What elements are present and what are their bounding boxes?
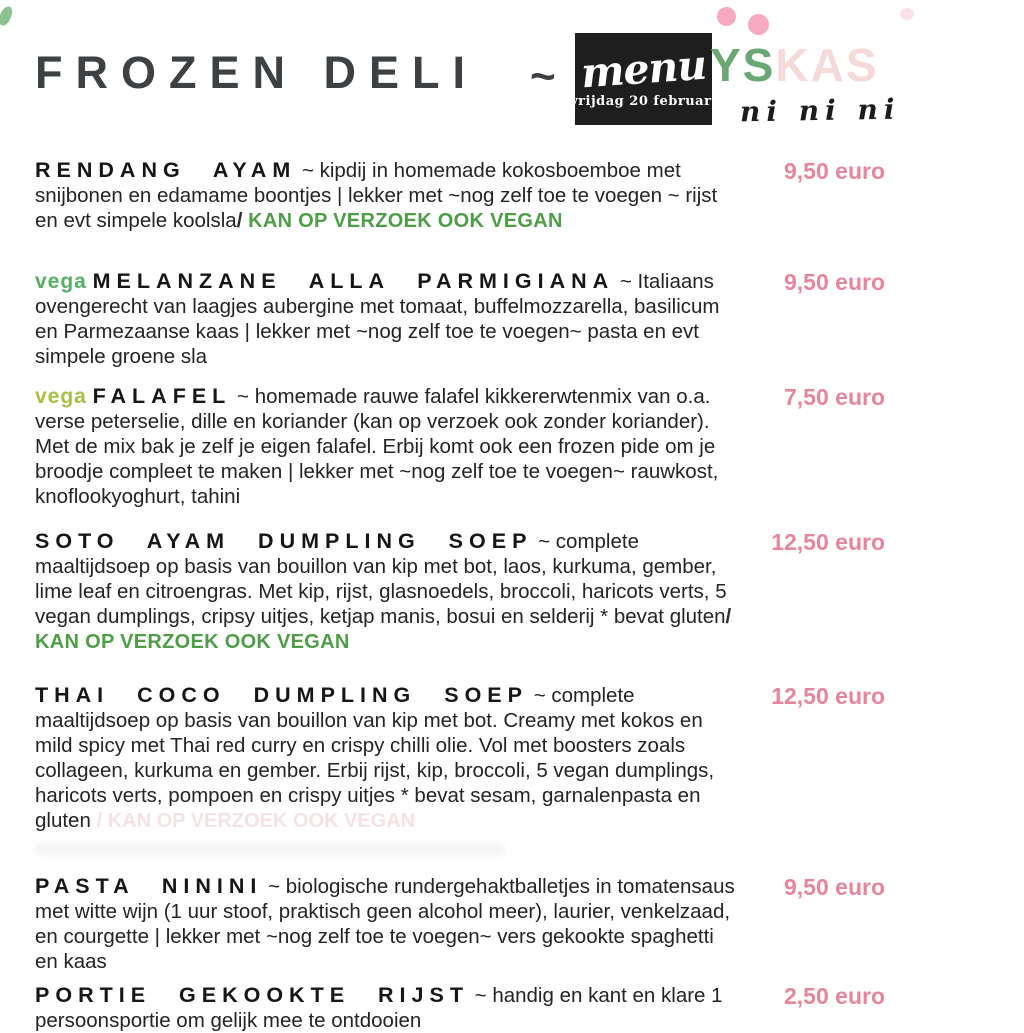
page-title: FROZEN DELI (35, 47, 478, 98)
item-title: RENDANG AYAM (35, 158, 297, 182)
logo-dot-icon (748, 14, 769, 35)
item-description: ~ complete maaltijdsoep op basis van bouillon van kip met bot. Creamy met kokos en mild spicy met Thai red curry en crispy chilli olie. Vol met boosters zoals collageen, kurkuma en gember. Erbij rijst, kip, broccoli, 5 vegan dumplings, haricots verts, pompoen en crispy uitjes * bevat sesam, garnalenpasta en gluten (35, 684, 715, 832)
menu-item-thai-coco (35, 683, 1024, 834)
item-title: PASTA NININI (35, 874, 263, 898)
item-price: 2,50 euro (784, 983, 885, 1009)
item-text (35, 874, 735, 974)
item-price: 9,50 euro (784, 158, 885, 184)
menu-badge (570, 33, 717, 125)
menu-item-rendang-ayam (35, 158, 1024, 234)
vegan-note: KAN OP VERZOEK OOK VEGAN (248, 210, 563, 232)
brand-handwriting: ni ni ni (739, 92, 901, 129)
vega-badge: vega (35, 385, 87, 408)
note-slash: / (725, 605, 732, 628)
item-description: ~ Italiaans ovengerecht van laagjes aubergine met tomaat, buffelmozzarella, basilicum en Parmezaanse kaas | lekker met ~nog zelf toe te voegen~ pasta en evt simpele groene sla (35, 270, 720, 368)
item-title: FALAFEL (92, 384, 232, 408)
item-title: THAI COCO DUMPLING SOEP (35, 683, 528, 707)
menu-item-pasta-ninini (35, 874, 1024, 974)
item-price: 12,50 euro (771, 529, 885, 555)
item-description: ~ biologische rundergehaktballetjes in tomatensaus met witte wijn (1 uur stoof, praktisch geen alcohol meer), laurier, venkelzaad, en courgette | lekker met ~nog zelf toe te voegen~ vers gekookte spaghetti en kaas (35, 875, 735, 973)
item-text (35, 529, 735, 655)
item-price: 7,50 euro (784, 384, 885, 410)
menu-badge-date: vrijdag 20 februari (570, 94, 717, 109)
vegan-note: KAN OP VERZOEK OOK VEGAN (35, 631, 350, 653)
note-slash: / (236, 209, 243, 232)
item-title: MELANZANE ALLA PARMIGIANA (92, 269, 615, 293)
item-text (35, 983, 735, 1033)
menu-item-falafel (35, 384, 1024, 509)
logo-dot-icon (900, 8, 914, 20)
brand-logo (710, 38, 879, 92)
item-description: ~ handig en kant en klare 1 persoonsportie om gelijk mee te ontdooien (35, 984, 723, 1032)
item-price: 12,50 euro (771, 683, 885, 709)
menu-item-melanzane (35, 269, 1024, 369)
item-text (35, 683, 735, 834)
brand-logo-kas: KAS (775, 39, 879, 91)
item-price: 9,50 euro (784, 874, 885, 900)
item-description: ~ homemade rauwe falafel kikkererwtenmix van o.a. verse peterselie, dille en koriander (kan op verzoek ook zonder koriander). Met de mix bak je zelf je eigen falafel. Erbij komt ook een frozen pide om je broodje compleet te maken | lekker met ~nog zelf toe te voegen~ rauwkost, knoflookyoghurt, tahini (35, 385, 719, 508)
menu-item-soto-ayam (35, 529, 1024, 655)
vega-badge: vega (35, 270, 87, 293)
item-description: ~ kipdij in homemade kokosboemboe met snijbonen en edamame boontjes | lekker met ~nog zelf toe te voegen ~ rijst en evt simpele koolsla (35, 159, 718, 232)
menu-badge-word: menu (579, 40, 708, 98)
item-text (35, 158, 735, 234)
item-text (35, 269, 735, 369)
title-tilde: ~ (530, 52, 556, 101)
ghost-vegan-note: / KAN OP VERZOEK OOK VEGAN (96, 810, 416, 832)
logo-dot-icon (717, 7, 736, 26)
item-text (35, 384, 735, 509)
item-title: PORTIE GEKOOKTE RIJST (35, 983, 469, 1007)
menu-items-list (35, 158, 1024, 1033)
corner-green-speck (0, 5, 14, 27)
menu-item-portie-rijst (35, 983, 1024, 1033)
item-price: 9,50 euro (784, 269, 885, 295)
item-description: ~ complete maaltijdsoep op basis van bouillon van kip met bot, laos, kurkuma, gember, lime leaf en citroengras. Met kip, rijst, glasnoedels, broccoli, haricots verts, 5 vegan dumplings, cripsy uitjes, ketjap manis, bosui en selderij * bevat gluten (35, 530, 727, 628)
brand-logo-ys: YS (710, 39, 776, 91)
item-title: SOTO AYAM DUMPLING SOEP (35, 529, 533, 553)
